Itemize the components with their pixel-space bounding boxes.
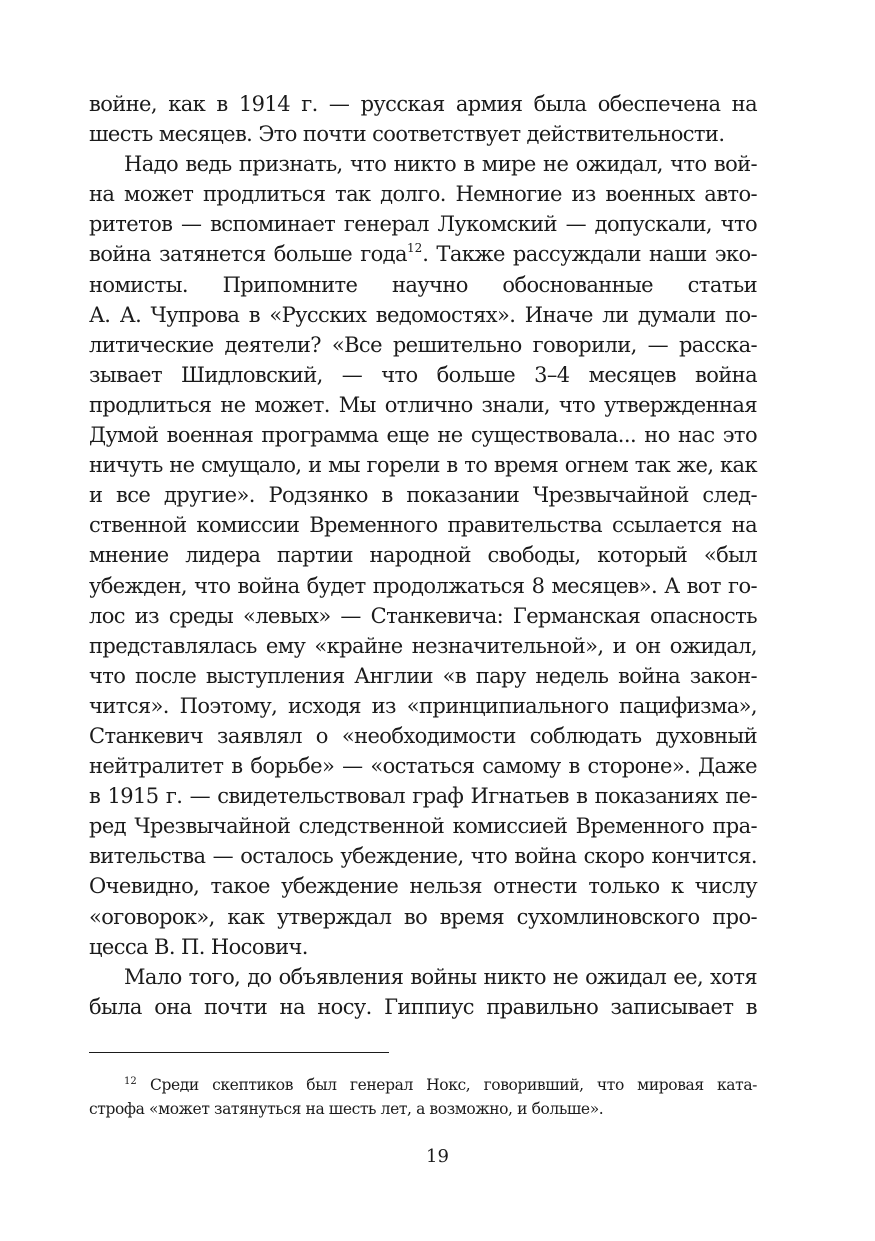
text-line: и все другие». Родзянко в показании Чрезвычайной след- (89, 483, 757, 508)
text-segment: война затянется больше года (89, 242, 407, 267)
footnote-reference[interactable]: 12 (406, 241, 423, 256)
text-line: Очевидно, такое убеждение нельзя отнести только к числу (89, 874, 757, 899)
footnote-line: строфа «может затянуться на шесть лет, а возможно, и больше». (89, 1100, 604, 1118)
text-line: ничуть не смущало, и мы горели в то время огнем так же, как (89, 453, 757, 478)
text-line: ред Чрезвычайной следственной комиссией Временного пра- (89, 814, 757, 839)
text-line: представлялась ему «крайне незначительной», и он ожидал, (89, 633, 757, 658)
text-line: войне, как в 1914 г. — русская армия была обеспечена на (89, 92, 757, 116)
text-line: Станкевич заявлял о «необходимости соблюдать духовный (89, 723, 757, 748)
footnote-number: 12 (124, 1076, 137, 1087)
text-line: А. А. Чупрова в «Русских ведомостях». Иначе ли думали по- (89, 302, 757, 327)
text-line: мнение лидера партии народной свободы, который «был (89, 543, 757, 568)
text-line: лос из среды «левых» — Станкевича: Германская опасность (89, 603, 757, 628)
text-line: была она почти на носу. Гиппиус правильно записывает в (89, 994, 757, 1019)
text-line: вительства — осталось убеждение, что война скоро кончится. (89, 844, 757, 869)
text-line: зывает Шидловский, — что больше 3–4 месяцев война (89, 362, 757, 387)
page-number: 19 (426, 1146, 449, 1167)
text-segment: . Также рассуждали наши эко- (422, 242, 757, 267)
text-line: убежден, что война будет продолжаться 8 месяцев». А вот го- (89, 573, 757, 598)
text-line: чится». Поэтому, исходя из «принципиального пацифизма», (89, 693, 757, 718)
text-line: продлиться не может. Мы отлично знали, что утвержденная (89, 392, 757, 417)
footnote-text: Среди скептиков был генерал Нокс, говоривший, что мировая ката- (136, 1076, 757, 1094)
text-line: Мало того, до объявления войны никто не ожидал ее, хотя (124, 964, 757, 989)
text-line: ственной комиссии Временного правительства ссылается на (89, 513, 757, 538)
text-line: нейтралитет в борьбе» — «остаться самому в стороне». Даже (89, 754, 757, 779)
footnote (89, 1073, 757, 1121)
text-line: ритетов — вспоминает генерал Лукомский — допускали, что (89, 212, 757, 237)
text-line-with-footnote (89, 239, 757, 269)
text-line: в 1915 г. — свидетельствовал граф Игнатьев в показаниях пе- (89, 784, 757, 809)
footnote-line (89, 1073, 757, 1097)
text-line: литические деятели? «Все решительно говорили, — расска- (89, 332, 757, 357)
text-line: на может продлиться так долго. Немногие из военных авто- (89, 182, 757, 207)
text-line: что после выступления Англии «в пару недель война закон- (89, 663, 757, 688)
text-line: Думой военная программа еще не существовала... но нас это (89, 423, 757, 448)
text-line: номисты. Припомните научно обоснованные статьи (89, 272, 757, 297)
text-line: Надо ведь признать, что никто в мире не ожидал, что вой- (124, 152, 757, 177)
text-line: цесса В. П. Носович. (89, 934, 308, 959)
footnote-divider (89, 1052, 389, 1053)
text-line: «оговорок», как утверждал во время сухомлиновского про- (89, 904, 757, 929)
main-text (89, 89, 757, 1022)
text-line: шесть месяцев. Это почти соответствует действительности. (89, 122, 725, 147)
